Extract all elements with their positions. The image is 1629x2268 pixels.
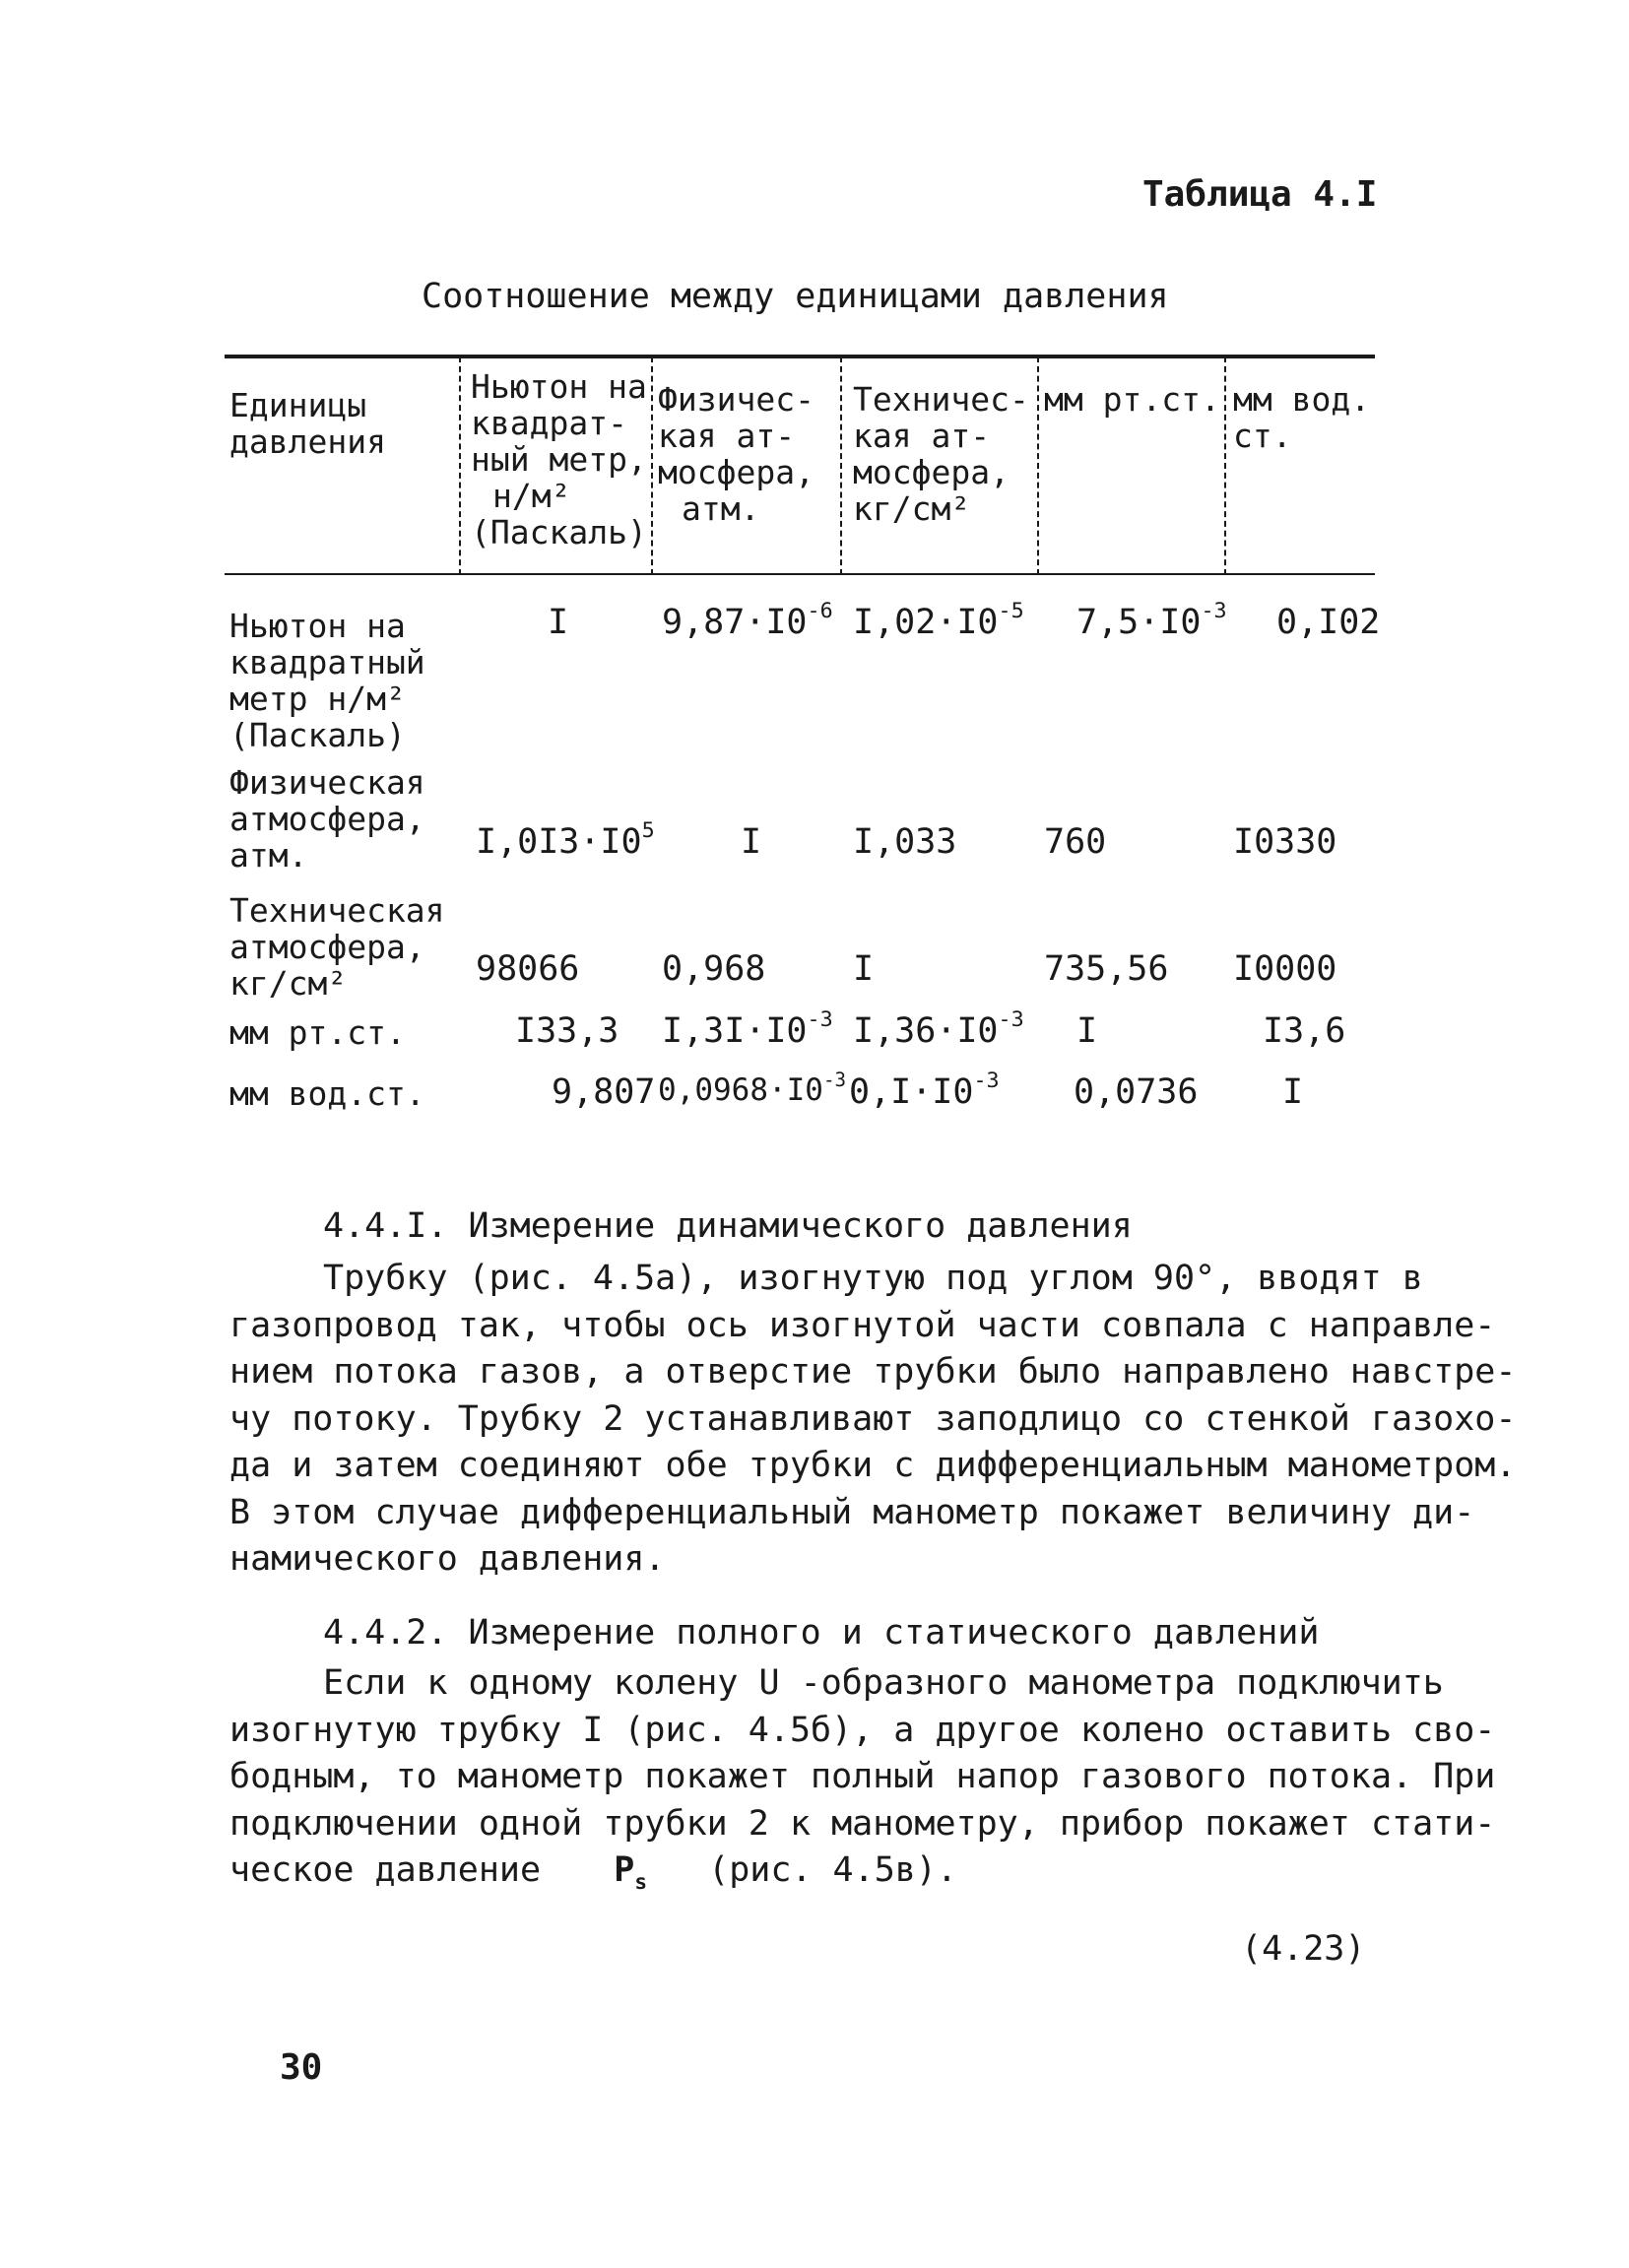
column-divider [651,356,653,575]
table-cell: I,033 [853,822,957,862]
table-cell: $0,I\cdot I0^{-3}$ [849,1068,1000,1112]
column-divider [459,356,461,575]
row-label-mm-hg: мм рт.ст. [229,1013,406,1052]
equation-number: (4.23) [1241,1929,1366,1969]
table-label: Таблица 4.I [1142,174,1378,215]
table-cell: 9,807 [552,1072,656,1112]
table-cell: I [548,603,569,642]
table-cell: $I,36\cdot I0^{-3}$ [853,1006,1024,1051]
table-cell: $I,0I3\cdot I0^5$ [476,817,655,862]
header-pascal: Ньютон на квадрат- ный метр, н/м² (Паскаль) [471,367,647,551]
row-label-mm-water: мм вод.ст. [229,1074,425,1113]
table-cell: I0330 [1233,822,1337,862]
column-divider [840,356,842,575]
table-title: Соотношение между единицами давления [422,277,1169,316]
table-cell: 760 [1044,822,1107,862]
table-cell: I33,3 [515,1011,619,1051]
table-cell: $7,5\cdot I0^{-3}$ [1076,598,1227,642]
table-cell: $9,87\cdot I0^{-6}$ [662,598,833,642]
header-tech-atm: Техничес- кая ат- мосфера, кг/см² [853,380,1029,528]
table-top-rule [225,355,1375,358]
paragraph-dynamic: Трубку (рис. 4.5а), изогнутую под углом 90°, вводят в газопровод так, чтобы ось изогнутой части совпала с направле- нием потока газов, а отверстие трубки было направлено навстре- чу потоку. Трубку 2 устанавливают заподлицо со стенкой газохо- да и затем соединяют обе трубки с дифференциальным манометром. В этом случае дифференциальный манометр покажет величину ди- намического давления. [229,1259,1517,1579]
table-header-rule [225,573,1375,575]
table-cell: I3,6 [1263,1011,1346,1051]
table-cell: 0,0736 [1074,1072,1199,1112]
row-label-pascal: Ньютон на квадратный метр н/м² (Паскаль) [229,607,425,754]
section-heading-static: 4.4.2. Измерение полного и статического давлений [323,1613,1320,1652]
section-heading-dynamic: 4.4.I. Измерение динамического давления [323,1206,1133,1246]
header-mm-water: мм вод. ст. [1233,380,1371,455]
table-cell: $I,3I\cdot I0^{-3}$ [662,1006,833,1051]
table-cell: I0000 [1233,949,1337,989]
header-phys-atm: Физичес- кая ат- мосфера, атм. [658,380,814,528]
page-number: 30 [280,2047,323,2088]
column-divider [1224,356,1226,575]
table-cell: I [741,822,762,862]
table-cell: I [1282,1072,1304,1112]
table-cell: 0,I02 [1276,603,1381,642]
table-cell: 98066 [476,949,580,989]
header-units: Единицы давления [229,386,386,461]
paragraph-static: Если к одному колену U -образного манометра подключить изогнутую трубку I (рис. 4.5б), а другое колено оставить сво- бодным, то манометр покажет полный напор газового потока. При подключении одной трубки 2 к манометру, прибор покажет стати- ческое давление $P_s$ (рис. 4.5в). [229,1663,1496,1894]
table-cell: 735,56 [1044,949,1169,989]
table-cell: $I,02\cdot I0^{-5}$ [853,598,1024,642]
table-cell: I [853,949,875,989]
pressure-symbol: $P_s$ [614,1850,647,1894]
row-label-tech-atm: Техническая атмосфера, кг/см² [229,891,445,1003]
row-label-phys-atm: Физическая атмосфера, атм. [229,763,425,875]
column-divider [1037,356,1039,575]
table-cell: I [1076,1011,1098,1051]
table-cell: $0,0968\cdot I0^{-3}$ [658,1068,847,1108]
header-mm-hg: мм рт.ст. [1044,380,1220,419]
table-cell: 0,968 [662,949,766,989]
